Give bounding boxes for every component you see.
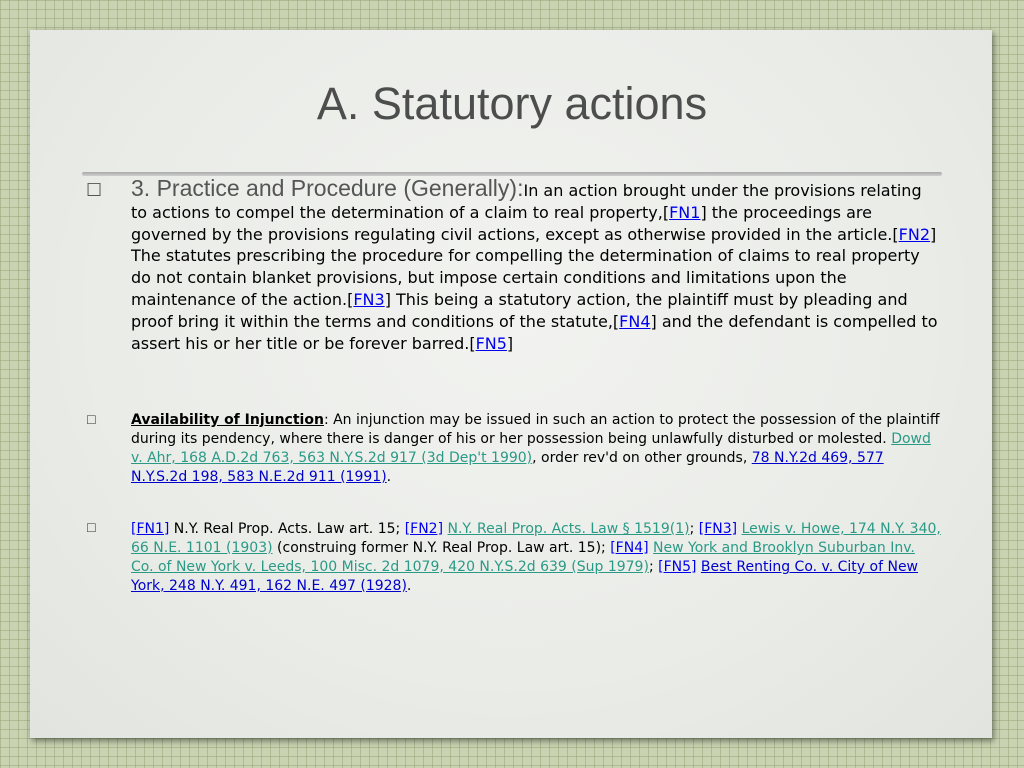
- paragraph-practice-procedure: 3. Practice and Procedure (Generally):In an action brought under the provisions relating to actions to compel the determination of a claim to real property,[FN1] the proceedings are governed by the provisions regulating civil actions, except as otherwise provided in the article.[FN2] The statutes prescribing the procedure for compelling the determination of claims to real property do not contain blanket provisions, but impose certain conditions and limitations upon the maintenance of the action.[FN3] This being a statutory action, the plaintiff must by pleading and proof bring it within the terms and conditions of the statute,[FN4] and the defendant is compelled to assert his or her title or be forever barred.[FN5]: [131, 175, 938, 353]
- checkbox-bullet-icon: ☐: [86, 413, 97, 427]
- footnote-anchor-fn4[interactable]: [FN4]: [610, 540, 649, 556]
- checkbox-bullet-icon: ☐: [86, 521, 97, 535]
- footnote-link-fn5[interactable]: FN5: [475, 333, 507, 353]
- footnote-anchor-fn3[interactable]: [FN3]: [698, 521, 738, 537]
- slide-panel: [30, 30, 992, 738]
- citation-link-leeds[interactable]: New York and Brooklyn Suburban Inv. Co. of New York v. Leeds, 100 Misc. 2d 1079, 420 N.Y.S.2d 639 (Sup 1979): [131, 540, 915, 575]
- footnote-link-fn3[interactable]: FN3: [353, 289, 385, 309]
- injunction-heading: Availability of Injunction: [131, 412, 324, 428]
- citation-link-lewis-v-howe[interactable]: Lewis v. Howe, 174 N.Y. 340, 66 N.E. 1101 (1903): [131, 521, 941, 556]
- paragraph-footnotes: [FN1] N.Y. Real Prop. Acts. Law art. 15; [FN2] N.Y. Real Prop. Acts. Law § 1519(1); [FN3] Lewis v. Howe, 174 N.Y. 340, 66 N.E. 1101 (1903) (construing former N.Y. Real Prop. Law art. 15); [FN4] New York and Brooklyn Suburban Inv. Co. of New York v. Leeds, 100 Misc. 2d 1079, 420 N.Y.S.2d 639 (Sup 1979); [FN5] Best Renting Co. v. City of New York, 248 N.Y. 491, 162 N.E. 497 (1928).: [131, 521, 941, 594]
- footnote-link-fn4[interactable]: FN4: [619, 311, 651, 331]
- paragraph-availability-injunction: Availability of Injunction: An injunction may be issued in such an action to protect the possession of the plaintiff during its pendency, where there is danger of his or her possession being unlawfully disturbed or molested. Dowd v. Ahr, 168 A.D.2d 763, 563 N.Y.S.2d 917 (3d Dep't 1990), order rev'd on other grounds, 78 N.Y.2d 469, 577 N.Y.S.2d 198, 583 N.E.2d 911 (1991).: [131, 412, 940, 485]
- citation-link-rpapl-1519[interactable]: N.Y. Real Prop. Acts. Law § 1519(1): [447, 521, 690, 537]
- checkbox-bullet-icon: ☐: [86, 180, 103, 201]
- footnote-anchor-fn2[interactable]: [FN2]: [404, 521, 444, 537]
- citation-link-dowd[interactable]: Dowd v. Ahr, 168 A.D.2d 763, 563 N.Y.S.2d 917 (3d Dep't 1990): [131, 431, 931, 466]
- citation-link-78-ny2d[interactable]: 78 N.Y.2d 469, 577 N.Y.S.2d 198, 583 N.E.2d 911 (1991): [131, 450, 884, 485]
- section-heading: 3. Practice and Procedure (Generally):: [131, 175, 524, 201]
- footnote-anchor-fn1[interactable]: [FN1]: [131, 521, 170, 537]
- footnote-link-fn1[interactable]: FN1: [669, 202, 701, 222]
- slide-title: A. Statutory actions: [316, 78, 708, 129]
- footnote-link-fn2[interactable]: FN2: [898, 224, 930, 244]
- footnote-anchor-fn5[interactable]: [FN5]: [658, 559, 697, 575]
- citation-link-best-renting[interactable]: Best Renting Co. v. City of New York, 248 N.Y. 491, 162 N.E. 497 (1928): [131, 559, 919, 594]
